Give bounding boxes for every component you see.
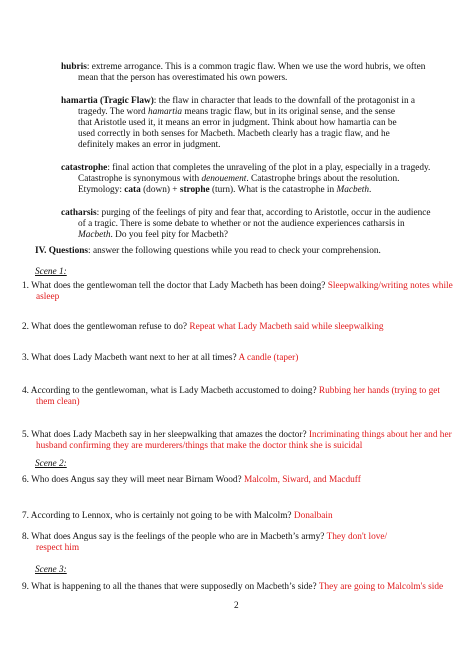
question-7: 7. According to Lennox, who is certainly not going to be with Malcolm? Donalbain xyxy=(22,511,333,521)
answer-3: A candle (taper) xyxy=(238,353,299,363)
hamartia-line-5: definitely makes an error in judgment. xyxy=(78,140,221,150)
answer-5: Incriminating things about her and her xyxy=(308,430,452,440)
answer-8-cont: respect him xyxy=(36,543,80,553)
catastrophe-line-1: catastrophe: final action that completes the unraveling of the plot in a play, especially in a tragedy. xyxy=(61,163,431,173)
question-4: 4. According to the gentlewoman, what is Lady Macbeth accustomed to doing? Rubbing her hands (trying to get xyxy=(22,386,441,396)
term-hamartia: hamartia (Tragic Flaw) xyxy=(61,96,154,106)
term-catastrophe: catastrophe xyxy=(61,163,108,173)
question-8: 8. What does Angus say is the feelings of the people who are in Macbeth’s army? They don't love/ xyxy=(22,532,388,542)
answer-4: Rubbing her hands (trying to get xyxy=(318,386,441,396)
question-1: 1. What does the gentlewoman tell the doctor that Lady Macbeth has been doing? Sleepwalking/writing notes while xyxy=(22,281,453,291)
scene-3-label: Scene 3: xyxy=(35,565,67,575)
hamartia-line-3: that Aristotle used it, it means an error in judgment. Think about how hamartia can be xyxy=(78,118,397,128)
answer-1-cont: asleep xyxy=(36,292,60,302)
question-3: 3. What does Lady Macbeth want next to her at all times? A candle (taper) xyxy=(22,353,299,363)
catharsis-line-3: Macbeth. Do you feel pity for Macbeth? xyxy=(78,230,228,240)
answer-8: They don't love/ xyxy=(326,532,388,542)
catharsis-line-2: of a tragic. There is some debate to whether or not the audience experiences catharsis in xyxy=(78,219,405,229)
section-heading: IV. Questions: answer the following questions while you read to check your comprehension. xyxy=(35,246,381,256)
scene-1-label: Scene 1: xyxy=(35,267,67,277)
hamartia-line-4: used correctly in both senses for Macbeth. Macbeth clearly has a tragic flaw, and he xyxy=(78,129,390,139)
hubris-line-1: hubris: extreme arrogance. This is a common tragic flaw. When we use the word hubris, we often xyxy=(61,62,426,72)
term-hubris: hubris xyxy=(61,62,87,72)
hubris-line-2: mean that the person has overestimated his own powers. xyxy=(78,73,288,83)
question-9: 9. What is happening to all the thanes that were supposedly on Macbeth’s side? They are going to Malcolm's side xyxy=(22,582,444,592)
answer-6: Malcolm, Siward, and Macduff xyxy=(244,475,361,485)
question-2: 2. What does the gentlewoman refuse to do? Repeat what Lady Macbeth said while sleepwalking xyxy=(22,322,384,332)
hamartia-line-2: tragedy. The word hamartia means tragic flaw, but in its original sense, and the sense xyxy=(78,107,395,117)
catastrophe-line-2: Catastrophe is synonymous with denouement. Catastrophe brings about the resolution. xyxy=(78,174,400,184)
term-catharsis: catharsis xyxy=(61,208,97,218)
answer-1: Sleepwalking/writing notes while xyxy=(327,281,453,291)
hamartia-line-1: hamartia (Tragic Flaw): the flaw in character that leads to the downfall of the protagonist in a xyxy=(61,96,416,106)
answer-7: Donalbain xyxy=(293,511,333,521)
question-6: 6. Who does Angus say they will meet near Birnam Wood? Malcolm, Siward, and Macduff xyxy=(22,475,361,485)
answer-2: Repeat what Lady Macbeth said while sleepwalking xyxy=(189,322,384,332)
question-5: 5. What does Lady Macbeth say in her sleepwalking that amazes the doctor? Incriminating things about her and her xyxy=(22,430,452,440)
scene-2-label: Scene 2: xyxy=(35,459,67,469)
answer-9: They are going to Malcolm's side xyxy=(318,582,444,592)
answer-4-cont: them clean) xyxy=(36,397,80,407)
page-number: 2 xyxy=(234,601,239,611)
catastrophe-line-3: Etymology: cata (down) + strophe (turn). What is the catastrophe in Macbeth. xyxy=(78,185,372,195)
answer-5-cont: husband confirming they are murderers/things that make the doctor think she is suicidal xyxy=(36,441,363,451)
catharsis-line-1: catharsis: purging of the feelings of pity and fear that, according to Aristotle, occur in the audience xyxy=(61,208,431,218)
